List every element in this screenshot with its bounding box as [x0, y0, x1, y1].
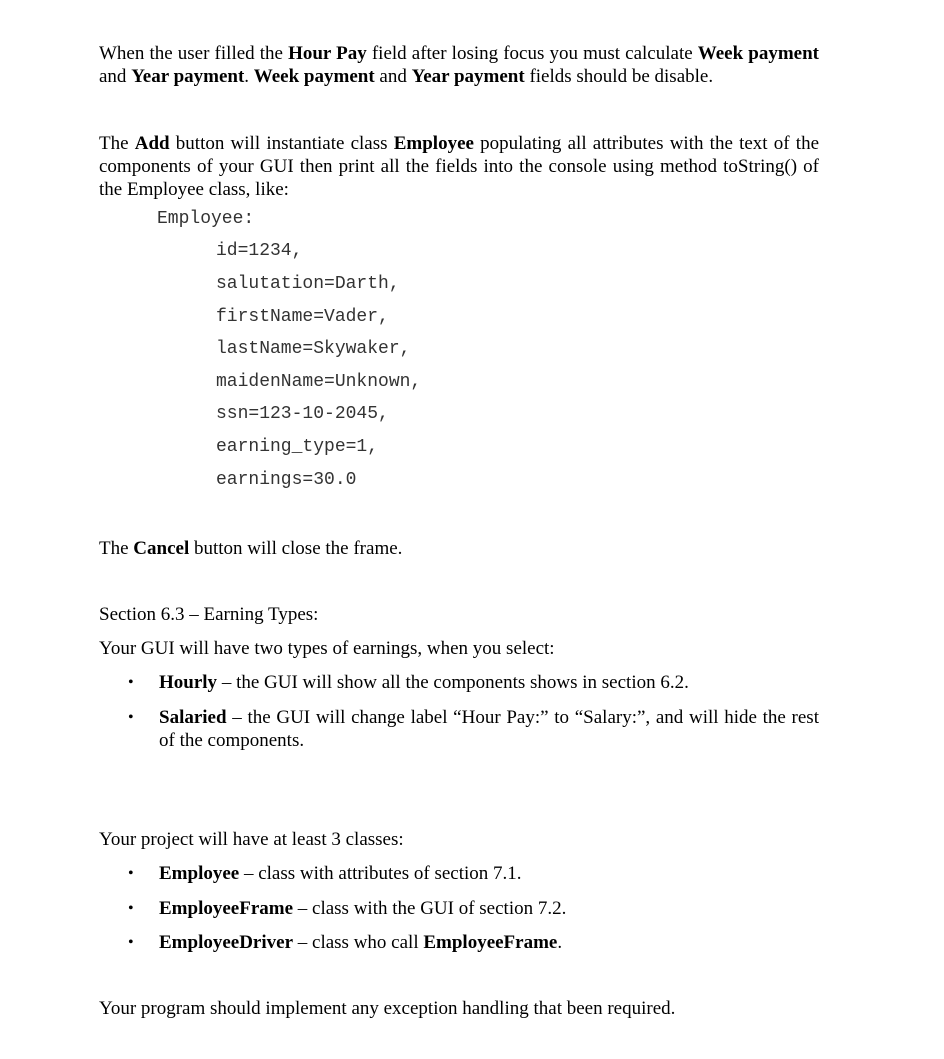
- closing-paragraph: Your program should implement any exception handling that been required.: [99, 998, 676, 1019]
- code-line: ssn=123-10-2045,: [216, 404, 389, 424]
- bullet-icon: •: [128, 900, 134, 917]
- code-line: maidenName=Unknown,: [216, 372, 422, 392]
- code-line: earnings=30.0: [216, 470, 357, 490]
- paragraph-hour-pay: When the user filled the Hour Pay field after losing focus you must calculate Week payment and Year payment. Week payment and Year payment fields should be disable.: [99, 43, 819, 87]
- list-item: EmployeeDriver – class who call EmployeeFrame.: [159, 932, 563, 953]
- code-line: lastName=Skywaker,: [216, 339, 411, 359]
- bullet-icon: •: [128, 709, 134, 726]
- list-item: EmployeeFrame – class with the GUI of section 7.2.: [159, 898, 567, 919]
- code-line: id=1234,: [216, 241, 303, 261]
- paragraph-cancel-button: The Cancel button will close the frame.: [99, 538, 403, 559]
- bullet-icon: •: [128, 865, 134, 882]
- bullet-icon: •: [128, 674, 134, 691]
- paragraph-add-button: The Add button will instantiate class Employee populating all attributes with the text of the components of your GUI then print all the fields into the console using method toString() of the Employee class, like:: [99, 133, 820, 200]
- list-item: Hourly – the GUI will show all the components shows in section 6.2.: [159, 672, 689, 693]
- code-line: firstName=Vader,: [216, 307, 389, 327]
- code-line: salutation=Darth,: [216, 274, 400, 294]
- section-heading: Section 6.3 – Earning Types:: [99, 604, 319, 625]
- classes-intro: Your project will have at least 3 classes:: [99, 829, 404, 850]
- section-intro: Your GUI will have two types of earnings, when you select:: [99, 638, 555, 659]
- bullet-icon: •: [128, 934, 134, 951]
- list-item: Employee – class with attributes of section 7.1.: [159, 863, 522, 884]
- code-line: earning_type=1,: [216, 437, 379, 457]
- list-item: Salaried – the GUI will change label “Hour Pay:” to “Salary:”, and will hide the rest of the components.: [159, 707, 819, 751]
- code-header: Employee:: [157, 209, 255, 229]
